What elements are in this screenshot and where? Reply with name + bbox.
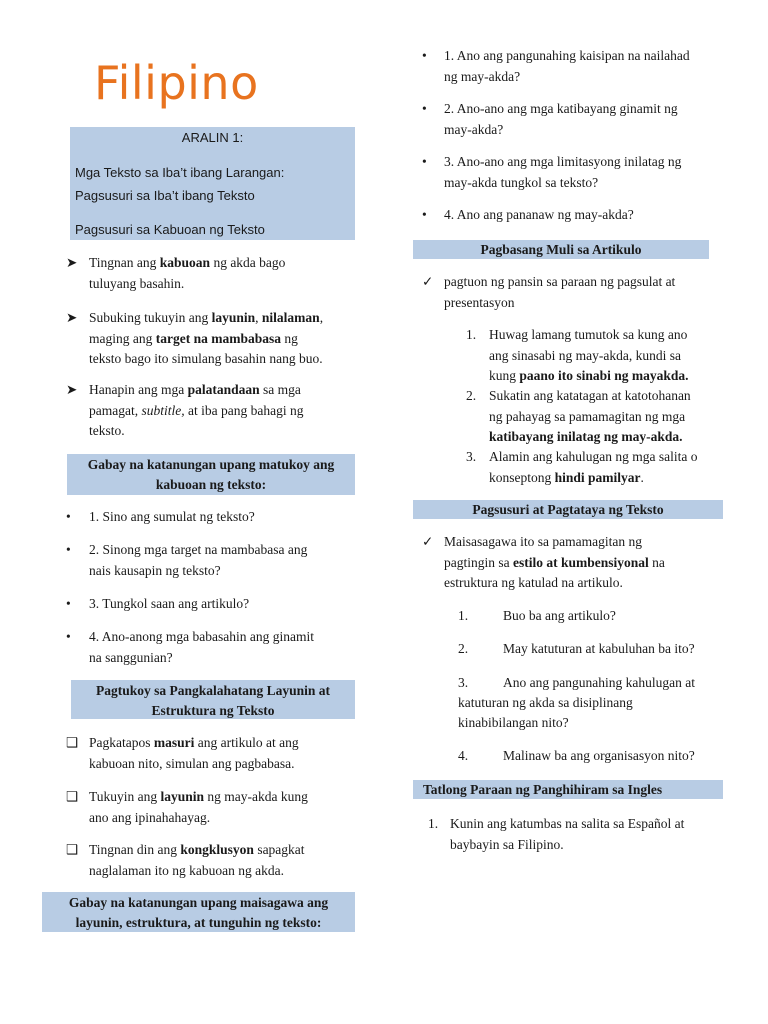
bullet-icon: • [422,101,427,116]
item-line: 2. Sinong mga target na mambabasa ang [89,542,308,557]
gabay2-header [42,892,355,932]
item-bold: hindi pamilyar [554,469,641,485]
item-bold: palatandaan [187,382,260,397]
list-number: 1. [458,608,469,623]
checkmark-icon: ✓ [422,534,434,549]
item-text: sapagkat [253,842,305,857]
item-line: Kunin ang katumbas na salita sa Español at [450,816,685,831]
list-item: Malinaw ba ang organisasyon nito? [503,748,695,763]
header-line: Gabay na katanungan upang maisagawa ang [68,895,329,910]
list-item [489,447,697,488]
item-text: ano ang ipinahahayag. [89,809,211,825]
item-line: 4. Ano-anong mga babasahin ang ginamit [89,629,314,644]
aralin-box [70,127,355,240]
item-text: ng akda bago [210,255,286,270]
item-text: Pagkatapos [89,735,154,750]
item-line: presentasyon [444,294,515,310]
item-text: ng may-akda kung [204,789,308,804]
item-line: 1. Ano ang pangunahing kaisipan na nailahad [444,48,690,63]
item-text: Subuking tukuyin ang [89,310,212,325]
list-item [444,46,690,87]
aralin-label: ARALIN 1: [181,130,244,145]
bullet-icon: • [422,154,427,169]
pagbasang-header: Pagbasang Muli sa Artikulo [413,240,709,259]
item-line: estruktura ng katulad na artikulo. [444,575,623,590]
item-line: may-akda? [444,121,504,137]
item-italic: subtitle, [141,402,185,418]
item-text: Tingnan ang [89,255,160,270]
item-text: ang artikulo at ang [194,735,299,750]
item-text: naglalaman ito ng kabuoan ng akda. [89,862,284,878]
checkbox-icon: ❑ [66,789,79,804]
bullet-icon: • [422,48,427,63]
page-title: Filipino [94,56,259,110]
item-bold: paano ito sinabi ng mayakda. [519,368,689,383]
item-line: baybayin sa Filipino. [450,836,564,852]
list-number: 1. [466,327,477,342]
aralin-line-3: Pagsusuri sa Kabuoan ng Teksto [75,222,265,237]
item-text: teksto bago ito simulang basahin nang buo. [89,351,323,366]
header-line: Pagtukoy sa Pangkalahatang Layunin at [95,683,331,698]
arrow-bullet-icon: ➤ [66,310,78,325]
item-text: teksto. [89,423,125,438]
item-line: Huwag lamang tumutok sa kung ano [489,327,688,342]
item-bold: kabuoan [159,255,211,270]
item-bold: masuri [153,735,195,750]
item-line: pagtuon ng pansin sa paraan ng pagsulat at [444,274,676,289]
list-number: 2. [466,388,477,403]
list-item [89,540,307,581]
item-line: may-akda tungkol sa teksto? [444,174,599,190]
list-item [489,325,689,387]
item-bold: layunin [160,789,205,804]
item-line: 2. Ano-ano ang mga katibayang ginamit ng [444,101,678,116]
item-bold: nilalaman [261,310,320,325]
item-text: at iba pang bahagi ng [184,402,304,418]
header-line: Estruktura ng Teksto [151,703,275,718]
list-item [89,733,299,774]
list-item [89,380,303,442]
list-item: 3. Tungkol saan ang artikulo? [89,596,250,611]
item-text: ng [281,330,298,346]
item-bold: kongklusyon [180,842,254,857]
aralin-line-1: Mga Teksto sa Iba’t ibang Larangan: [75,165,285,180]
arrow-bullet-icon: ➤ [66,255,78,270]
list-item [444,152,681,193]
item-text: pamagat, [89,402,142,418]
list-number: 3. [466,449,477,464]
item-line: ng may-akda? [444,68,521,84]
item-text: Hanapin ang mga [89,382,188,397]
item-bold: katibayang inilatag ng may-akda. [489,429,683,444]
item-text: Tingnan din ang [89,842,181,857]
list-number: 1. [428,816,439,831]
bullet-icon: • [66,629,71,644]
header-line: Gabay na katanungan upang matukoy ang [87,457,335,472]
list-number: 4. [458,748,469,763]
item-text: sa mga [259,382,301,397]
checkbox-icon: ❑ [66,735,79,750]
list-item-line: Ano ang pangunahing kahulugan at [503,675,695,690]
item-text: Tukuyin ang [89,789,161,804]
list-item [89,787,308,828]
item-line: nais kausapin ng teksto? [89,562,221,578]
list-item [444,99,678,140]
pagsusuri-header: Pagsusuri at Pagtataya ng Teksto [413,500,723,519]
checkmark-icon: ✓ [422,274,434,289]
item-line: na sanggunian? [89,649,173,665]
list-item [89,253,285,294]
bullet-icon: • [66,509,71,524]
item-line: 3. Ano-ano ang mga limitasyong inilatag ng [444,154,682,169]
item-line: Alamin ang kahulugan ng mga salita o [489,449,698,464]
list-item: 1. Sino ang sumulat ng teksto? [89,509,255,524]
pagsusuri-check-text [444,532,665,594]
list-item [89,627,314,668]
item-bold: estilo at kumbensiyonal [513,554,649,570]
list-item [89,308,323,370]
list-item [450,814,684,855]
list-number: 3. [458,675,469,690]
item-text: kabuoan nito, simulan ang pagbabasa. [89,755,295,771]
item-text: maging ang [89,330,156,346]
tatlong-header: Tatlong Paraan ng Panghihiram sa Ingles [413,780,723,799]
bullet-icon: • [422,207,427,222]
item-text: tuluyang basahin. [89,275,185,291]
header-line: layunin, estruktura, at tunguhin ng teksto: [75,915,322,930]
list-item-line: katuturan ng akda sa disiplinang [458,695,633,710]
item-bold: target na mambabasa [155,330,281,346]
item-text: kung [489,368,520,383]
item-text: , [319,310,324,325]
item-bold: layunin [211,310,256,325]
aralin-line-2: Pagsusuri sa Iba’t ibang Teksto [75,188,255,203]
list-item-line: kinabibilangan nito? [458,715,569,730]
list-item [89,840,305,881]
arrow-bullet-icon: ➤ [66,382,78,397]
item-text: . [640,469,644,485]
item-line: Maisasagawa ito sa pamamagitan ng [444,534,642,549]
item-line: Sukatin ang katatagan at katotohanan [489,388,691,403]
bullet-icon: • [66,542,71,557]
pagtukoy-header [71,680,355,719]
header-line: kabuoan ng teksto: [155,477,267,492]
list-item: 4. Ano ang pananaw ng may-akda? [444,207,634,222]
item-line: ng pahayag sa pamamagitan ng mga [489,408,686,424]
list-number: 2. [458,641,469,656]
list-item: May katuturan at kabuluhan ba ito? [503,641,695,656]
gabay1-header [67,454,355,495]
item-text: pagtingin sa [444,554,513,570]
pagbasang-check-text [444,272,675,313]
item-text: konseptong [489,469,555,485]
list-item [489,386,691,448]
item-text: , [255,310,262,325]
checkbox-icon: ❑ [66,842,79,857]
list-item: Buo ba ang artikulo? [503,608,616,623]
bullet-icon: • [66,596,71,611]
item-line: ang sinasabi ng may-akda, kundi sa [489,347,681,363]
item-text: na [648,554,665,570]
